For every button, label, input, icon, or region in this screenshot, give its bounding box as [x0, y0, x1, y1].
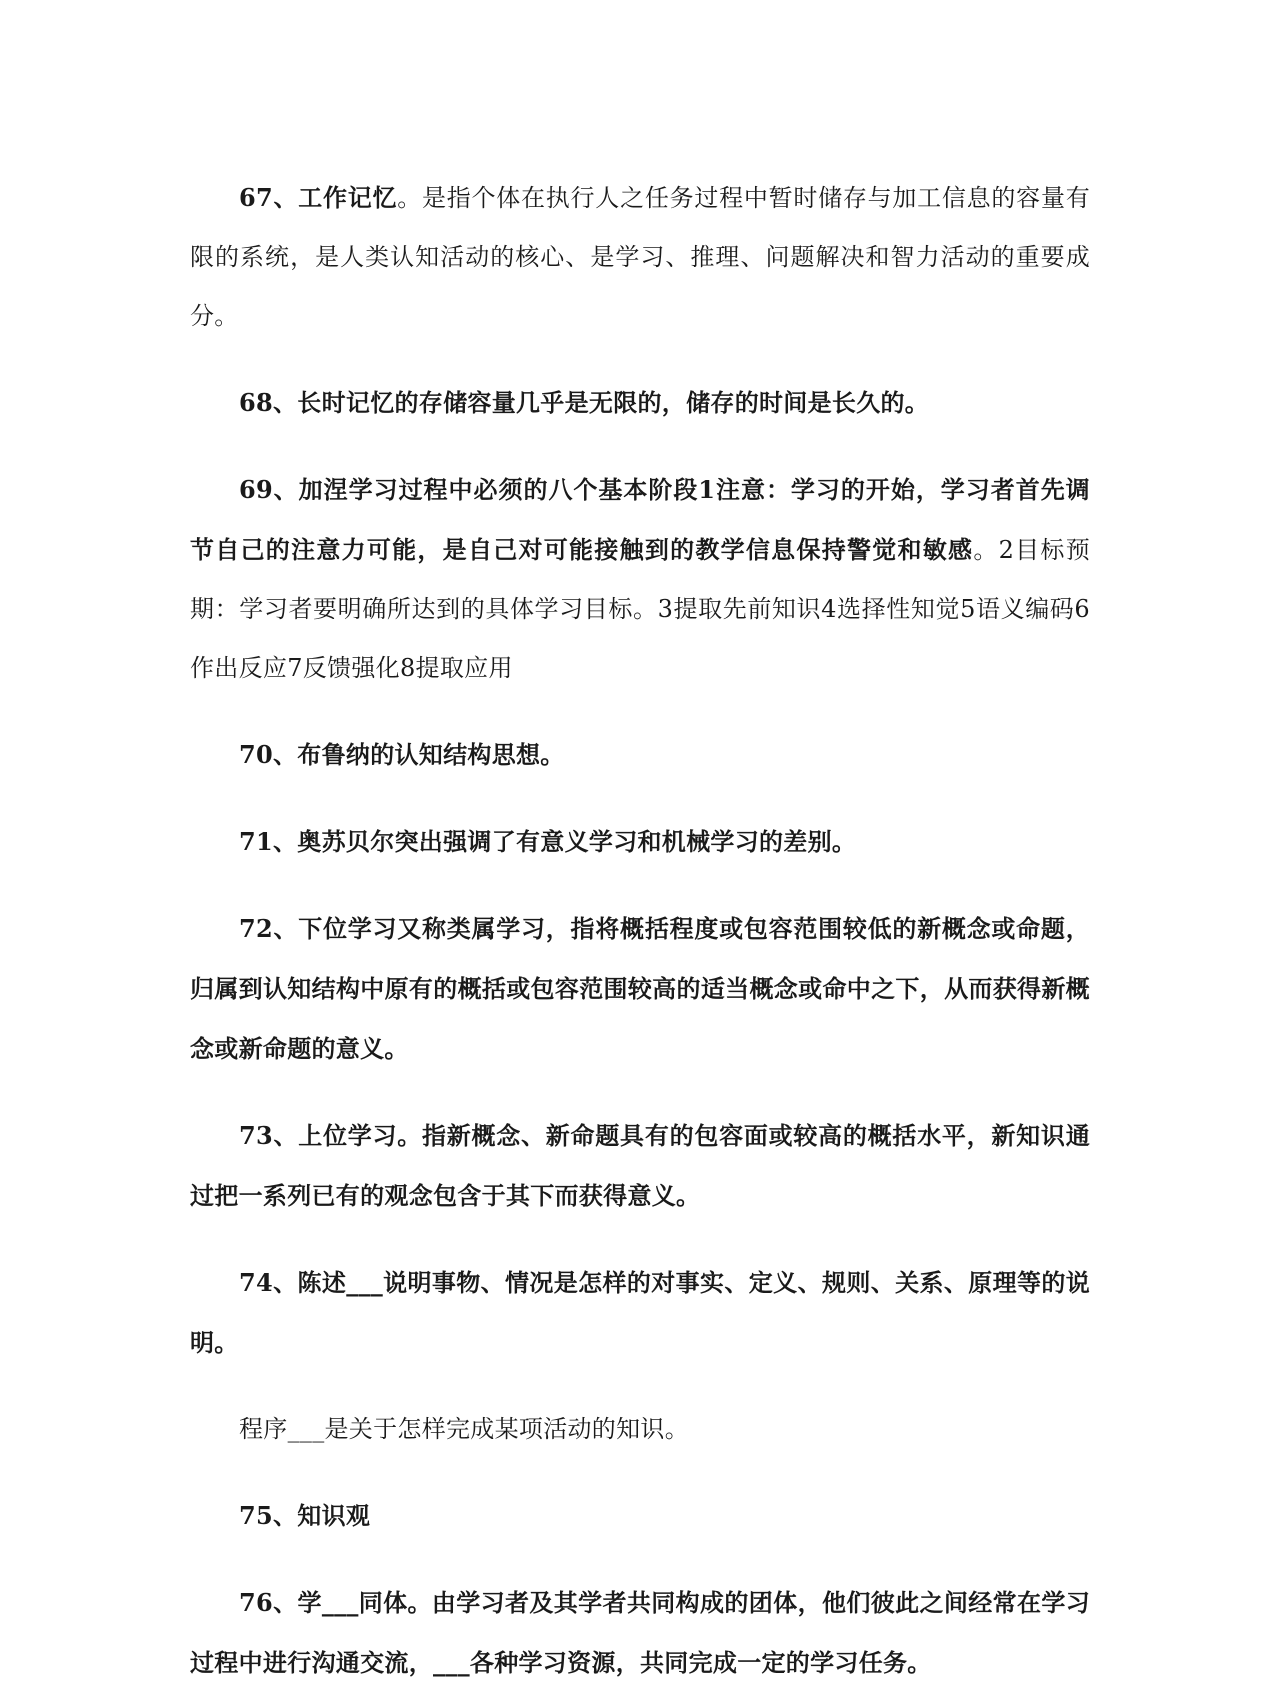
paragraph-74-procedural [190, 1400, 1090, 1459]
paragraph-68 [190, 373, 1090, 433]
paragraph-69-regular-text: 。2目标预期：学习者要明确所达到的具体学习目标。3提取先前知识4选择性知觉5语义编码6作出反应7反馈强化8提取应用 [190, 536, 1090, 682]
paragraph-72-text: 72、下位学习又称类属学习，指将概括程度或包容范围较低的新概念或命题，归属到认知结构中原有的概括或包容范围较高的适当概念或命中之下，从而获得新概念或新命题的意义。 [190, 914, 1090, 1063]
paragraph-70 [190, 725, 1090, 785]
paragraph-74 [190, 1253, 1090, 1373]
paragraph-71-text: 71、奥苏贝尔突出强调了有意义学习和机械学习的差别。 [239, 827, 857, 856]
paragraph-74-text: 74、陈述___说明事物、情况是怎样的对事实、定义、规则、关系、原理等的说明。 [190, 1268, 1090, 1357]
paragraph-74-procedural-text: 程序___是关于怎样完成某项活动的知识。 [239, 1415, 689, 1443]
paragraph-67 [190, 168, 1090, 346]
paragraph-73 [190, 1106, 1090, 1226]
paragraph-67-definition: 。是指个体在执行人之任务过程中暂时储存与加工信息的容量有限的系统，是人类认知活动的核心、是学习、推理、问题解决和智力活动的重要成分。 [190, 184, 1090, 330]
paragraph-68-text: 68、长时记忆的存储容量几乎是无限的，储存的时间是长久的。 [239, 388, 930, 417]
paragraph-76 [190, 1573, 1090, 1693]
document-body [190, 168, 1090, 1693]
paragraph-67-term: 67、工作记忆 [239, 183, 398, 212]
paragraph-70-text: 70、布鲁纳的认知结构思想。 [239, 740, 565, 769]
paragraph-72 [190, 899, 1090, 1079]
paragraph-75 [190, 1486, 1090, 1546]
paragraph-69-bold-text: 69、加涅学习过程中必须的八个基本阶段1注意：学习的开始，学习者首先调节自己的注意力可能，是自己对可能接触到的教学信息保持警觉和敏感 [190, 475, 1090, 564]
paragraph-71 [190, 812, 1090, 872]
paragraph-73-text: 73、上位学习。指新概念、新命题具有的包容面或较高的概括水平，新知识通过把一系列已有的观念包含于其下而获得意义。 [190, 1121, 1090, 1210]
paragraph-76-text: 76、学___同体。由学习者及其学者共同构成的团体，他们彼此之间经常在学习过程中进行沟通交流，___各种学习资源，共同完成一定的学习任务。 [190, 1588, 1090, 1677]
paragraph-69 [190, 460, 1090, 698]
paragraph-75-text: 75、知识观 [239, 1501, 371, 1530]
